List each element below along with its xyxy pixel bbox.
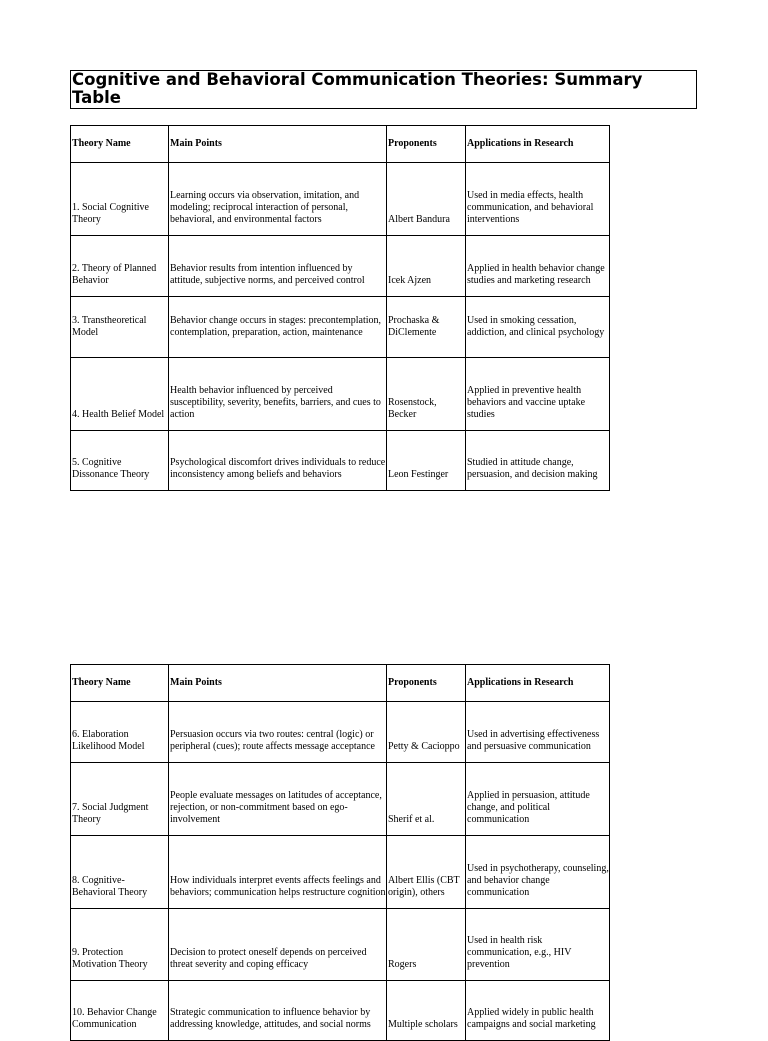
applications: Applied in health behavior change studies and marketing research <box>466 236 610 297</box>
applications: Applied in persuasion, attitude change, and political communication <box>466 763 610 836</box>
theory-name: 5. Cognitive Dissonance Theory <box>71 431 169 491</box>
applications: Used in advertising effectiveness and persuasive communication <box>466 702 610 763</box>
theory-name: 8. Cognitive-Behavioral Theory <box>71 836 169 909</box>
table-row <box>71 981 610 1041</box>
theory-name: 7. Social Judgment Theory <box>71 763 169 836</box>
header-main-points: Main Points <box>169 665 387 702</box>
table-row <box>71 163 610 236</box>
table-row <box>71 358 610 431</box>
main-points: Strategic communication to influence behavior by addressing knowledge, attitudes, and social norms <box>169 981 387 1041</box>
table-row <box>71 297 610 358</box>
table-row <box>71 836 610 909</box>
header-proponents: Proponents <box>387 126 466 163</box>
proponents: Albert Ellis (CBT origin), others <box>387 836 466 909</box>
proponents: Leon Festinger <box>387 431 466 491</box>
theory-name: 9. Protection Motivation Theory <box>71 909 169 981</box>
table-row <box>71 702 610 763</box>
main-points: How individuals interpret events affects feelings and behaviors; communication helps restructure cognition <box>169 836 387 909</box>
table-row <box>71 909 610 981</box>
proponents: Prochaska & DiClemente <box>387 297 466 358</box>
header-theory-name: Theory Name <box>71 665 169 702</box>
proponents: Rogers <box>387 909 466 981</box>
theory-name: 6. Elaboration Likelihood Model <box>71 702 169 763</box>
applications: Used in media effects, health communication, and behavioral interventions <box>466 163 610 236</box>
proponents: Icek Ajzen <box>387 236 466 297</box>
applications: Used in psychotherapy, counseling, and behavior change communication <box>466 836 610 909</box>
main-points: Health behavior influenced by perceived susceptibility, severity, benefits, barriers, and cues to action <box>169 358 387 431</box>
main-points: Behavior change occurs in stages: precontemplation, contemplation, preparation, action, maintenance <box>169 297 387 358</box>
header-row <box>71 126 610 163</box>
main-points: Psychological discomfort drives individuals to reduce inconsistency among beliefs and behaviors <box>169 431 387 491</box>
theory-name: 10. Behavior Change Communication <box>71 981 169 1041</box>
applications: Used in smoking cessation, addiction, and clinical psychology <box>466 297 610 358</box>
proponents: Rosenstock, Becker <box>387 358 466 431</box>
header-applications: Applications in Research <box>466 665 610 702</box>
applications: Used in health risk communication, e.g., HIV prevention <box>466 909 610 981</box>
main-points: People evaluate messages on latitudes of acceptance, rejection, or non-commitment based on ego-involvement <box>169 763 387 836</box>
table-row <box>71 431 610 491</box>
applications: Applied widely in public health campaigns and social marketing <box>466 981 610 1041</box>
theory-name: 3. Transtheoretical Model <box>71 297 169 358</box>
main-points: Persuasion occurs via two routes: central (logic) or peripheral (cues); route affects message acceptance <box>169 702 387 763</box>
main-points: Behavior results from intention influenced by attitude, subjective norms, and perceived control <box>169 236 387 297</box>
main-points: Learning occurs via observation, imitation, and modeling; reciprocal interaction of personal, behavioral, and environmental factors <box>169 163 387 236</box>
proponents: Sherif et al. <box>387 763 466 836</box>
main-points: Decision to protect oneself depends on perceived threat severity and coping efficacy <box>169 909 387 981</box>
applications: Applied in preventive health behaviors and vaccine uptake studies <box>466 358 610 431</box>
page-title: Cognitive and Behavioral Communication Theories: Summary Table <box>70 70 697 109</box>
applications: Studied in attitude change, persuasion, and decision making <box>466 431 610 491</box>
proponents: Albert Bandura <box>387 163 466 236</box>
proponents: Petty & Cacioppo <box>387 702 466 763</box>
table-row <box>71 236 610 297</box>
proponents: Multiple scholars <box>387 981 466 1041</box>
table-row <box>71 763 610 836</box>
theory-table-1 <box>70 125 610 491</box>
header-row <box>71 665 610 702</box>
theory-name: 2. Theory of Planned Behavior <box>71 236 169 297</box>
theory-name: 4. Health Belief Model <box>71 358 169 431</box>
header-main-points: Main Points <box>169 126 387 163</box>
header-applications: Applications in Research <box>466 126 610 163</box>
theory-table-2 <box>70 664 610 1041</box>
header-proponents: Proponents <box>387 665 466 702</box>
theory-name: 1. Social Cognitive Theory <box>71 163 169 236</box>
header-theory-name: Theory Name <box>71 126 169 163</box>
